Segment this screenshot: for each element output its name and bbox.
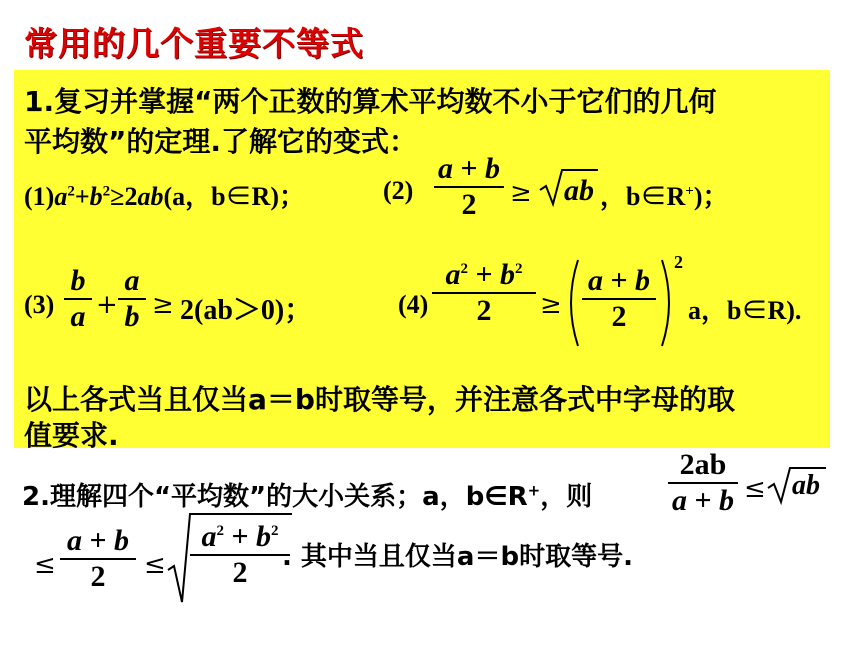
- formula-2-radicand: ab: [564, 174, 594, 207]
- item2-line2: . 其中当且仅当a＝b时取等号.: [282, 542, 633, 572]
- formula-2-geq: ≥: [510, 178, 532, 208]
- item2-line1: 2.理解四个“平均数”的大小关系；a，b∈R+，则: [22, 481, 593, 512]
- item1-line1: 1.复习并掌握“两个正数的算术平均数不小于它们的几何: [24, 85, 717, 118]
- formula-2-fraction: a + b 2: [434, 152, 504, 222]
- formula-3-label: (3): [24, 290, 55, 319]
- formula-4-condition: a，b∈R).: [688, 296, 802, 325]
- formula-1-label: (1): [24, 182, 55, 211]
- formula-3-fraction-2: a b: [118, 264, 146, 334]
- formula-4-fraction-2: a + b 2: [582, 264, 656, 334]
- note-line2: 值要求.: [24, 419, 119, 452]
- formula-3-fraction-1: b a: [64, 264, 92, 334]
- item2-arith-fraction: a + b 2: [60, 524, 136, 594]
- page-title: 常用的几个重要不等式: [24, 24, 364, 63]
- formula-2-label: (2): [383, 176, 414, 205]
- formula-4-label: (4): [398, 290, 429, 319]
- formula-2-condition: ，b∈R+)；: [600, 182, 729, 211]
- formula-1-condition: (a，b∈R)；: [163, 182, 305, 211]
- item2-quad-fraction: $a^2 + b^2$ 2: [190, 520, 290, 590]
- formula-4-exponent: 2: [674, 252, 683, 272]
- formula-3-rhs: 2(ab＞0)；: [180, 295, 313, 326]
- formula-4-fraction-1: $a^2 + b^2$ 2: [432, 258, 536, 328]
- formula-1: $(1)a^2+b^2\ge 2ab(a$，b∈R)；: [24, 182, 305, 211]
- item1-line2: 平均数”的定理.了解它的变式：: [24, 125, 418, 158]
- note-line1: 以上各式当且仅当a＝b时取等号，并注意各式中字母的取: [24, 383, 735, 416]
- item2-harmonic-fraction: 2ab a + b: [668, 448, 738, 518]
